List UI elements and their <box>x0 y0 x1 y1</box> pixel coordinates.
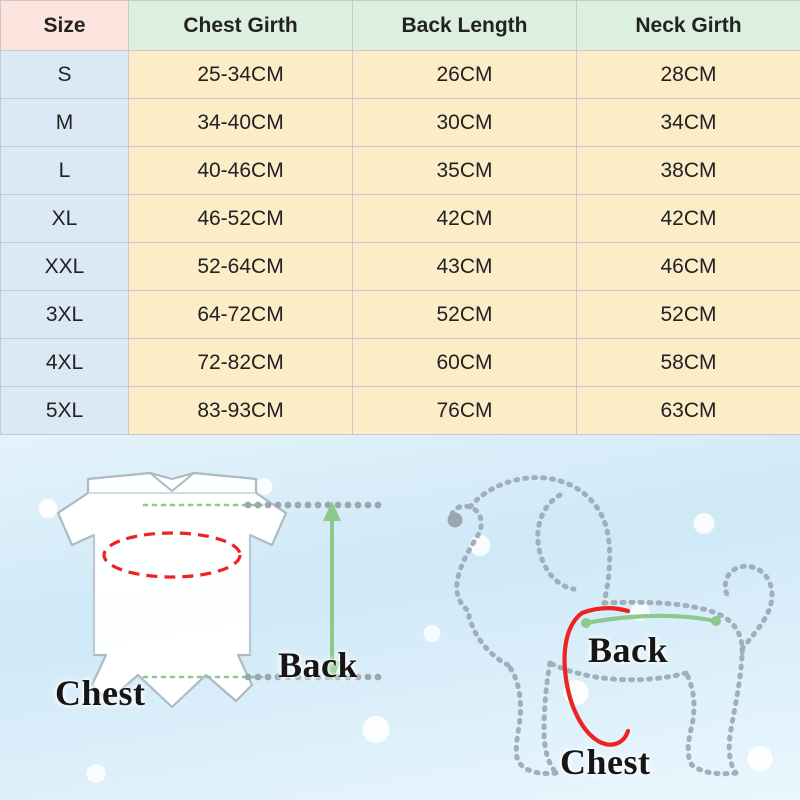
table-row <box>1 387 800 435</box>
measurement-illustration-panel <box>0 435 800 800</box>
table-header-row <box>1 1 800 51</box>
column-header-back-length: Back Length <box>353 1 577 51</box>
dog-nose-icon <box>448 513 463 528</box>
dog-outline-icon <box>451 478 772 774</box>
dog-chest-front <box>469 613 508 665</box>
cell-size: 3XL <box>1 291 129 339</box>
cell-back-length: 60CM <box>353 339 577 387</box>
dog-chest-label: Chest <box>560 742 651 782</box>
garment-chest-label: Chest <box>55 673 146 713</box>
cell-neck-girth: 38CM <box>577 147 800 195</box>
cell-neck-girth: 28CM <box>577 51 800 99</box>
column-header-chest-girth: Chest Girth <box>129 1 353 51</box>
cell-neck-girth: 34CM <box>577 99 800 147</box>
cell-neck-girth: 46CM <box>577 243 800 291</box>
measurement-diagram-svg <box>0 435 800 800</box>
dog-back-measure-line <box>586 616 716 623</box>
cell-neck-girth: 42CM <box>577 195 800 243</box>
table-row <box>1 99 800 147</box>
table-row <box>1 147 800 195</box>
cell-back-length: 76CM <box>353 387 577 435</box>
cell-chest-girth: 34-40CM <box>129 99 353 147</box>
table-row <box>1 291 800 339</box>
table-row <box>1 195 800 243</box>
table-row <box>1 51 800 99</box>
dog-ear <box>538 495 574 589</box>
dog-back-measure-end-dot <box>711 616 721 626</box>
garment-back-label: Back <box>278 645 359 685</box>
cell-back-length: 26CM <box>353 51 577 99</box>
cell-chest-girth: 52-64CM <box>129 243 353 291</box>
column-header-neck-girth: Neck Girth <box>577 1 800 51</box>
column-header-size: Size <box>1 1 129 51</box>
cell-chest-girth: 64-72CM <box>129 291 353 339</box>
cell-size: XL <box>1 195 129 243</box>
cell-chest-girth: 72-82CM <box>129 339 353 387</box>
cell-size: S <box>1 51 129 99</box>
dog-tail <box>725 566 772 649</box>
cell-chest-girth: 46-52CM <box>129 195 353 243</box>
table-header <box>1 1 800 51</box>
dog-back-label: Back <box>588 630 669 670</box>
cell-size: 5XL <box>1 387 129 435</box>
cell-back-length: 42CM <box>353 195 577 243</box>
dog-hind-leg-back <box>729 657 742 773</box>
dog-back-measure-start-dot <box>581 618 591 628</box>
dog-chest-measure-line-top <box>582 608 628 613</box>
cell-chest-girth: 40-46CM <box>129 147 353 195</box>
cell-neck-girth: 52CM <box>577 291 800 339</box>
table-row <box>1 339 800 387</box>
cell-chest-girth: 83-93CM <box>129 387 353 435</box>
cell-chest-girth: 25-34CM <box>129 51 353 99</box>
cell-back-length: 35CM <box>353 147 577 195</box>
cell-size: L <box>1 147 129 195</box>
cell-size: M <box>1 99 129 147</box>
dog-front-leg-back <box>544 663 556 773</box>
cell-back-length: 30CM <box>353 99 577 147</box>
cell-back-length: 52CM <box>353 291 577 339</box>
cell-neck-girth: 63CM <box>577 387 800 435</box>
table-row <box>1 243 800 291</box>
cell-neck-girth: 58CM <box>577 339 800 387</box>
cell-size: 4XL <box>1 339 129 387</box>
table-body <box>1 51 800 435</box>
cell-size: XXL <box>1 243 129 291</box>
cell-back-length: 43CM <box>353 243 577 291</box>
